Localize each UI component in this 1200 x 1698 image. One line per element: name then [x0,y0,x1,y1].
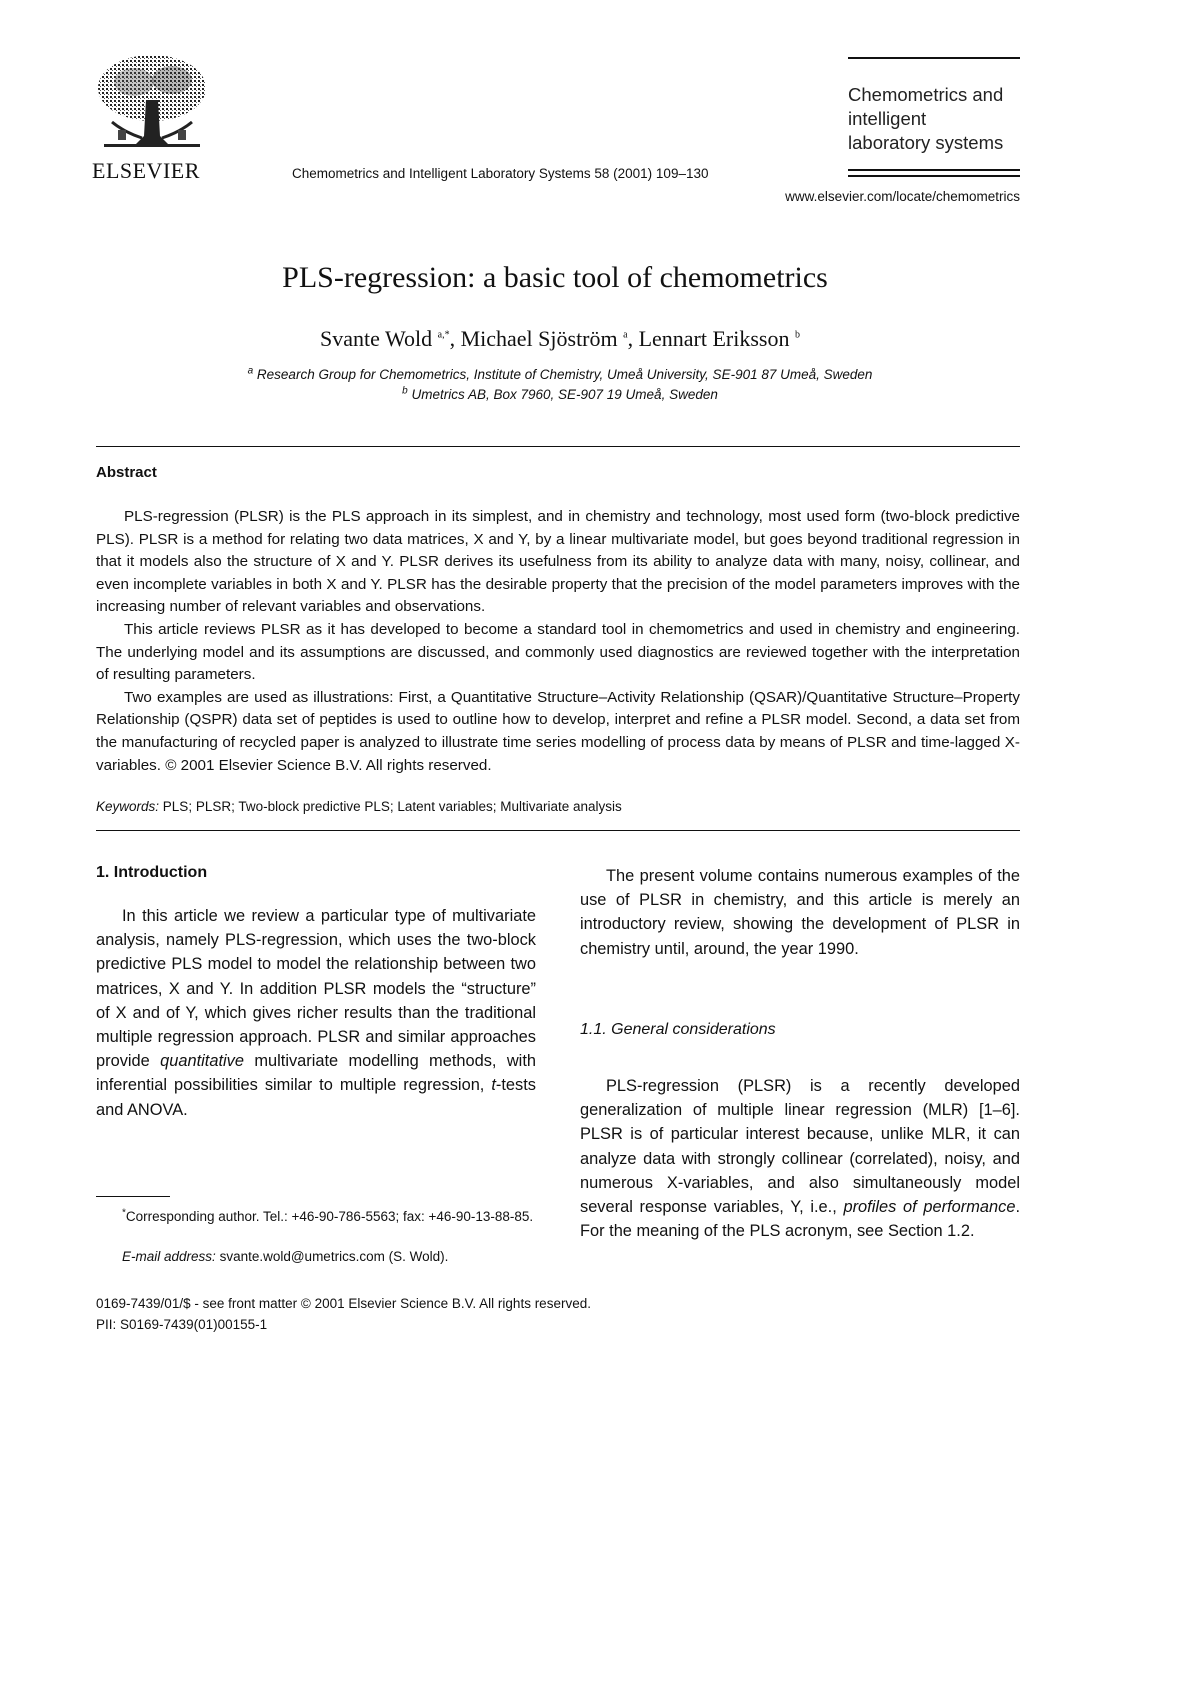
keywords-list: PLS; PLSR; Two-block predictive PLS; Latent variables; Multivariate analysis [162,799,622,814]
author-separator: , [449,326,461,351]
intro-text: In this article we review a particular type of multivariate analysis, namely PLS-regression, which uses the two-block predictive PLS model to model the relationship between two matrices, X and Y. In addition PLSR models the “structure” of X and of Y, which gives richer results than the traditional multiple regression approach. PLSR and similar approaches provide [96,907,536,1071]
author-name: Svante Wold [320,326,433,351]
footnote-email [122,1249,448,1264]
author-affiliation-mark: a [623,329,628,341]
author-affiliation-mark: a,* [437,329,450,341]
right-paragraph-2 [580,1074,1020,1243]
journal-citation: Chemometrics and Intelligent Laboratory Systems 58 (2001) 109–130 [292,166,709,181]
pii-line: PII: S0169-7439(01)00155-1 [96,1317,268,1332]
elsevier-logo [94,52,210,160]
journal-name-line-3: laboratory systems [848,132,1004,153]
section-heading-introduction: 1. Introduction [96,864,208,881]
elsevier-tree-icon [94,52,210,160]
affiliation-text: Umetrics AB, Box 7960, SE-907 19 Umeå, Sweden [411,387,718,402]
front-matter-line: 0169-7439/01/$ - see front matter © 2001 Elsevier Science B.V. All rights reserved. [96,1296,591,1311]
author-list [0,326,1120,352]
abstract-paragraph: PLS-regression (PLSR) is the PLS approach in its simplest, and in chemistry and technology, most used form (two-block predictive PLS). PLSR is a method for relating two data matrices, X and Y, by a linear multivariate model, but goes beyond traditional regression in that it models also the structure of X and Y. PLSR derives its usefulness from its ability to analyze data with many, noisy, collinear, and even incomplete variables in both X and Y. PLSR has the desirable property that the precision of the model parameters improves with the increasing number of relevant variables and observations. [96,508,1020,616]
journal-top-rule [848,57,1020,59]
journal-double-rule-bottom [848,175,1020,177]
footnote-mark: * [122,1207,126,1219]
affiliation-mark: b [402,385,408,397]
affiliation-mark: a [247,365,254,377]
author-name: Lennart Eriksson [638,326,790,351]
author-name: Michael Sjöström [460,326,618,351]
intro-text: multivariate modelling methods, with inferential possibilities similar to multiple regression, [96,1052,536,1095]
journal-double-rule-top [848,169,1020,171]
abstract-heading: Abstract [96,464,157,481]
keywords-label: Keywords: [96,799,160,814]
article-title: PLS-regression: a basic tool of chemometrics [282,261,828,294]
paragraph-text: . For the meaning of the PLS acronym, see Section 1.2. [580,1198,1020,1241]
intro-text: -tests and ANOVA. [96,1076,536,1119]
abstract-paragraph: This article reviews PLSR as it has developed to become a standard tool in chemometrics and used in chemistry and engineering. The underlying model and its assumptions are discussed, and commonly used diagnostics are reviewed together with the interpretation of resulting parameters. [96,620,1020,684]
intro-emphasis: t [491,1076,496,1095]
author-separator: , [627,326,639,351]
footnote-text: Corresponding author. Tel.: +46-90-786-5563; fax: +46-90-13-88-85. [125,1209,534,1224]
journal-name [848,83,1003,155]
abstract-paragraph: Two examples are used as illustrations: First, a Quantitative Structure–Activity Relationship (QSAR)/Quantitative Structure–Property Relationship (QSPR) data set of peptides is used to outline how to develop, interpret and refine a PLSR model. Second, a data set from the manufacturing of recycled paper is analyzed to illustrate time series modelling of process data by means of PLSR and time-lagged X-variables. © 2001 Elsevier Science B.V. All rights reserved. [96,688,1020,774]
affiliation-b [0,387,1120,402]
abstract-body [96,506,1020,777]
journal-url-link[interactable]: www.elsevier.com/locate/chemometrics [785,189,1020,204]
journal-name-line-1: Chemometrics and [848,84,1004,105]
affiliation-text: Research Group for Chemometrics, Institute of Chemistry, Umeå University, SE-901 87 Umeå, Sweden [256,367,873,382]
affiliation-a [0,367,1120,382]
paragraph-emphasis: profiles of performance [843,1198,1016,1217]
footnote-rule [96,1196,170,1197]
email-label: E-mail address: [122,1249,216,1264]
publisher-name: ELSEVIER [92,158,200,183]
abstract-top-rule [96,446,1020,447]
footnote-corresponding [96,1206,536,1227]
journal-name-line-2: intelligent [848,108,927,129]
paragraph-text: PLS-regression (PLSR) is a recently developed generalization of multiple linear regression (MLR) [1–6]. PLSR is of particular interest because, unlike MLR, it can analyze data with strongly collinear (correlated), noisy, and numerous X-variables, and also simultaneously model several response variables, Y, i.e., [580,1077,1020,1217]
intro-emphasis: quantitative [160,1052,244,1071]
email-address-link[interactable]: svante.wold@umetrics.com (S. Wold). [219,1249,449,1264]
abstract-bottom-rule [96,830,1020,831]
author-affiliation-mark: b [794,329,800,341]
intro-paragraph [96,904,536,1122]
right-paragraph-1: The present volume contains numerous examples of the use of PLSR in chemistry, and this article is merely an introductory review, showing the development of PLSR in chemistry until, around, the year 1990. [580,867,1020,958]
keywords-line [96,799,1020,814]
subsection-heading-general-considerations: 1.1. General considerations [580,1021,776,1038]
